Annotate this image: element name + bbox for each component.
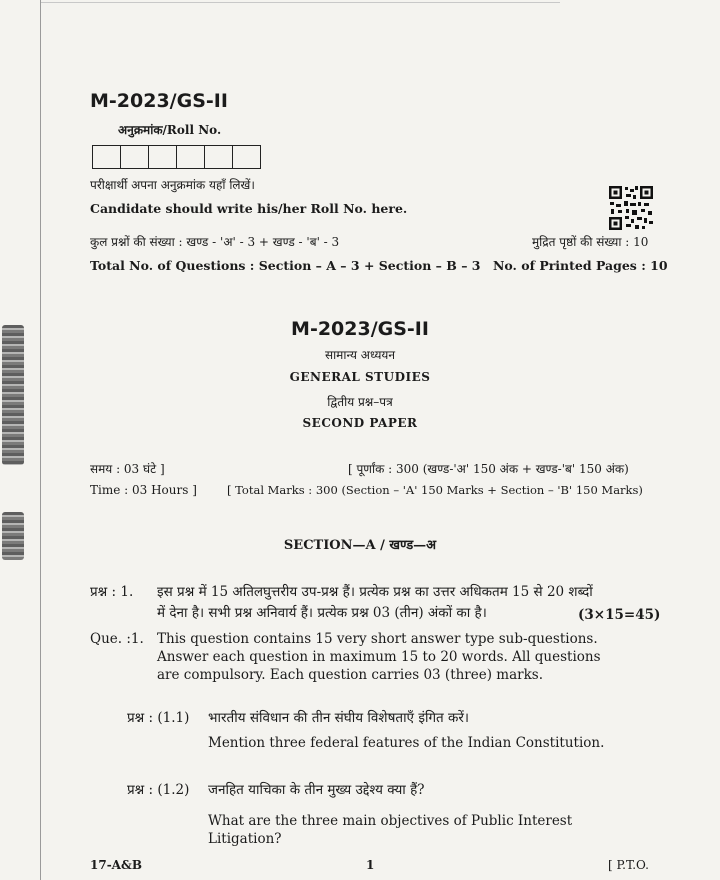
question-marks: (3×15=45) <box>578 607 661 623</box>
section-heading: SECTION—A / खण्ड—अ <box>283 538 437 553</box>
page-number: 1 <box>366 858 375 872</box>
qr-code-icon <box>608 185 654 231</box>
roll-number-cell[interactable] <box>177 146 205 168</box>
total-questions-english: Total No. of Questions : Section – A – 3 + Section – B – 3 <box>90 258 481 273</box>
subject-english: GENERAL STUDIES <box>289 370 431 384</box>
question-label-hindi: प्रश्न : 1. <box>90 584 134 600</box>
marks-english: [ Total Marks : 300 (Section – 'A' 150 Marks + Section – 'B' 150 Marks) <box>227 483 643 497</box>
subquestion-english: What are the three main objectives of Public Interest <box>208 813 573 829</box>
roll-number-cell[interactable] <box>121 146 149 168</box>
roll-number-cell[interactable] <box>93 146 121 168</box>
subquestion-english: Mention three federal features of the Indian Constitution. <box>208 735 605 751</box>
roll-number-label: अनुक्रमांक/Roll No. <box>118 123 222 137</box>
time-english: Time : 03 Hours ] <box>90 483 197 497</box>
footer-code: 17-A&B <box>90 858 142 872</box>
printed-pages-hindi: मुद्रित पृष्ठों की संख्या : 10 <box>532 235 649 249</box>
printed-pages-english: No. of Printed Pages : 10 <box>493 258 668 273</box>
question-text-hindi: इस प्रश्न में 15 अतिलघुत्तरीय उप-प्रश्न हैं। प्रत्येक प्रश्न का उत्तर अधिकतम 15 से 20 शब्दों <box>157 584 593 600</box>
paper-number-english: SECOND PAPER <box>302 416 418 430</box>
subquestion-hindi: जनहित याचिका के तीन मुख्य उद्देश्य क्या हैं? <box>208 782 425 798</box>
subquestion-label: प्रश्न : (1.1) <box>127 710 190 726</box>
paper-title-code: M-2023/GS-II <box>291 318 429 340</box>
marks-hindi: [ पूर्णांक : 300 (खण्ड-'अ' 150 अंक + खण्ड-'ब' 150 अंक) <box>348 462 629 476</box>
roll-instruction-english: Candidate should write his/her Roll No. here. <box>90 201 408 216</box>
roll-number-cell[interactable] <box>233 146 260 168</box>
roll-number-cell[interactable] <box>205 146 233 168</box>
pto-label: [ P.T.O. <box>608 858 649 872</box>
question-text-hindi: में देना है। सभी प्रश्न अनिवार्य हैं। प्रत्येक प्रश्न 03 (तीन) अंकों का है। <box>157 605 487 621</box>
paper-number-hindi: द्वितीय प्रश्न–पत्र <box>327 395 393 409</box>
question-text-english: Answer each question in maximum 15 to 20 words. All questions <box>157 649 601 665</box>
roll-number-cell[interactable] <box>149 146 177 168</box>
total-questions-hindi: कुल प्रश्नों की संख्या : खण्ड - 'अ' - 3 + खण्ड - 'ब' - 3 <box>90 235 340 249</box>
subquestion-label: प्रश्न : (1.2) <box>127 782 190 798</box>
time-hindi: समय : 03 घंटे ] <box>90 462 165 476</box>
roll-number-boxes[interactable] <box>92 145 261 169</box>
subject-hindi: सामान्य अध्ययन <box>324 348 396 362</box>
question-text-english: are compulsory. Each question carries 03 (three) marks. <box>157 667 544 683</box>
subquestion-hindi: भारतीय संविधान की तीन संघीय विशेषताएँ इंगित करें। <box>208 710 470 726</box>
left-margin-line <box>40 0 41 880</box>
roll-instruction-hindi: परीक्षार्थी अपना अनुक्रमांक यहाँ लिखें। <box>90 178 255 192</box>
question-text-english: This question contains 15 very short answer type sub-questions. <box>157 631 598 647</box>
question-label-english: Que. :1. <box>90 631 144 647</box>
subquestion-english: Litigation? <box>208 831 282 847</box>
paper-code: M-2023/GS-II <box>90 90 228 112</box>
top-edge-line <box>40 2 560 3</box>
